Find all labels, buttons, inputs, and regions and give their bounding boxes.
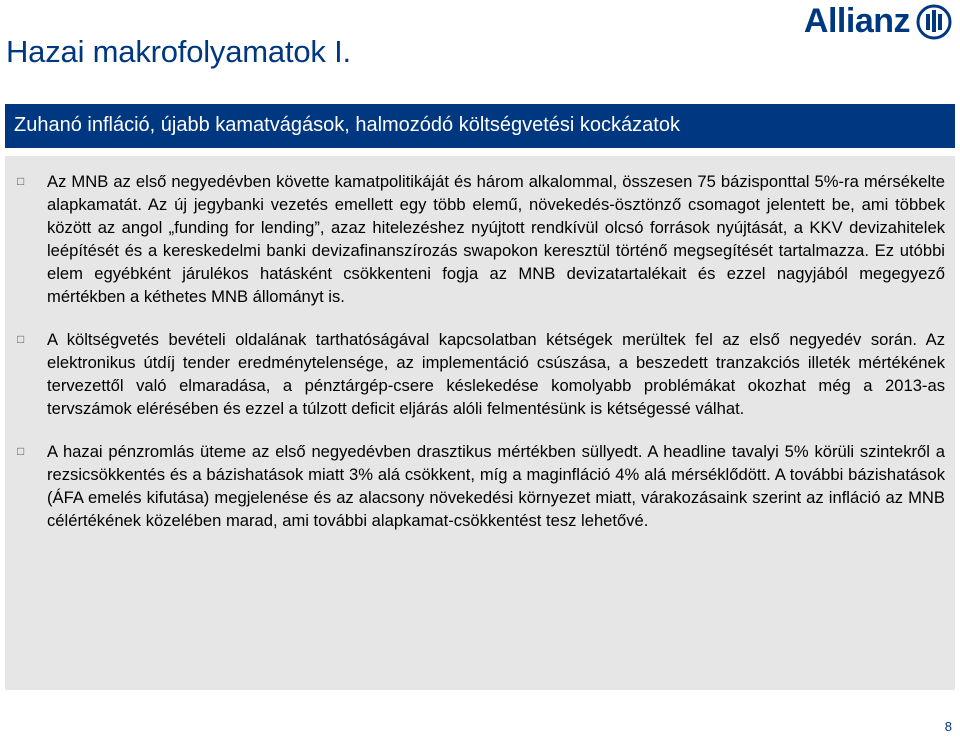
allianz-logo [804, 2, 952, 41]
page-number: 8 [944, 719, 952, 734]
logo-text: Allianz [803, 2, 910, 40]
subtitle-bar [5, 104, 955, 148]
slide-subtitle: Zuhanó infláció, újabb kamatvágások, halmozódó költségvetési kockázatok [14, 114, 680, 136]
allianz-eagle-icon [916, 4, 952, 40]
bullet-text: Az MNB az első negyedévben követte kamatpolitikáját és három alkalommal, összesen 75 bázisponttal 5%-ra mérsékelte alapkamatát. Az új jegybanki vezetés emellett egy több elemű, növekedés-ösztönző csomagot jelentett be, ami többek között az angol „funding for lending”, azaz hitelezéshez nyújtott rendkívül olcsó források nyújtását, a KKV devizahitelek leépítését és a kereskedelmi banki devizafinanszírozás swapokon keresztül történő megsegítését tartalmazza. Ez utóbbi elem egyébként járulékos hatásként csökkenteni fogja az MNB devizatartalékait és ezzel nagyjából megegyező mértékben a kéthetes MNB állományt is. [47, 172, 945, 306]
bullet-item [15, 170, 945, 308]
square-bullet-icon: □ [17, 174, 25, 188]
content-panel [5, 156, 955, 690]
square-bullet-icon: □ [17, 332, 25, 346]
bullet-item [15, 328, 945, 420]
bullet-text: A hazai pénzromlás üteme az első negyedévben drasztikus mértékben süllyedt. A headline tavalyi 5% körüli szintekről a rezsicsökkentés és a bázishatások miatt 3% alá csökkent, míg a maginfláció 4% alá mérséklődött. A további bázishatások (ÁFA emelés kifutása) megjelenése és az alacsony növekedési környezet miatt, várakozásaink szerint az infláció az MNB célértékének közelében marad, ami további alapkamat-csökkentést tesz lehetővé. [47, 442, 945, 530]
slide-title: Hazai makrofolyamatok I. [6, 34, 351, 69]
square-bullet-icon: □ [17, 444, 25, 458]
bullet-text: A költségvetés bevételi oldalának tarthatóságával kapcsolatban kétségek merültek fel az első negyedév során. Az elektronikus útdíj tender eredménytelensége, az implementáció csúszása, a beszedett tranzakciós illeték mértékének tervezettől való elmaradása, a pénztárgép-csere késlekedése komolyabb problémákat okozhat még a 2013-as tervszámok elérésében és ezzel a túlzott deficit eljárás alóli felmentésünk is kétségessé válhat. [47, 330, 945, 418]
bullet-item [15, 440, 945, 532]
